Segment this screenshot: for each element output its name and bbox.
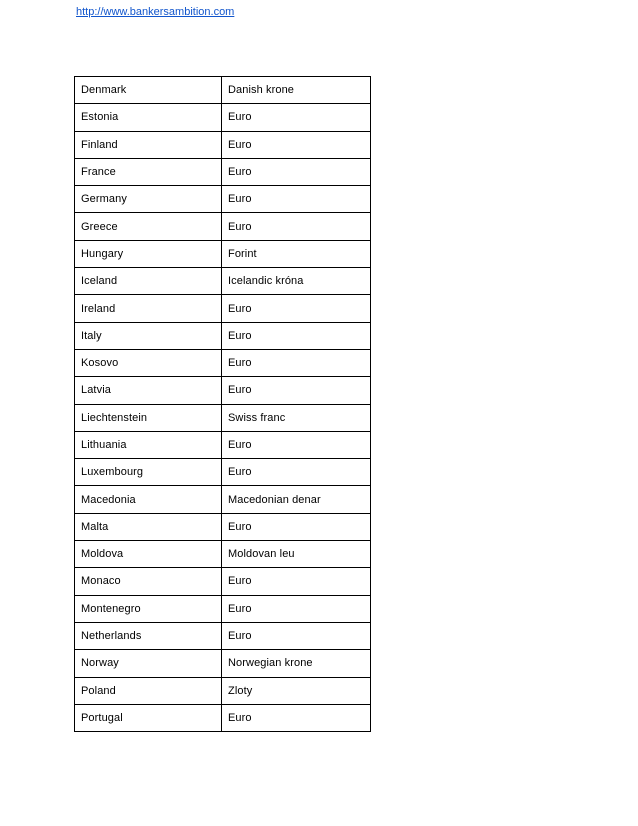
table-row [75,377,371,404]
table-row [75,158,371,185]
country-cell: Estonia [75,104,222,131]
currency-cell: Euro [222,431,371,458]
table-row [75,486,371,513]
table-body [75,77,371,732]
country-cell: Netherlands [75,622,222,649]
country-cell: Poland [75,677,222,704]
currency-cell: Norwegian krone [222,650,371,677]
currency-cell: Euro [222,704,371,731]
table-row [75,677,371,704]
country-cell: Liechtenstein [75,404,222,431]
country-cell: Iceland [75,268,222,295]
table-row [75,431,371,458]
currency-cell: Euro [222,349,371,376]
table-row [75,595,371,622]
currency-cell: Euro [222,213,371,240]
table-row [75,77,371,104]
table-row [75,704,371,731]
currency-cell: Euro [222,568,371,595]
country-cell: Norway [75,650,222,677]
table-row [75,541,371,568]
table-row [75,513,371,540]
currency-cell: Euro [222,622,371,649]
table-row [75,186,371,213]
currency-cell: Swiss franc [222,404,371,431]
country-cell: Ireland [75,295,222,322]
currency-cell: Forint [222,240,371,267]
currency-cell: Icelandic króna [222,268,371,295]
country-cell: France [75,158,222,185]
country-cell: Montenegro [75,595,222,622]
country-cell: Latvia [75,377,222,404]
table-row [75,459,371,486]
currency-cell: Euro [222,513,371,540]
country-cell: Greece [75,213,222,240]
currency-cell: Macedonian denar [222,486,371,513]
country-cell: Lithuania [75,431,222,458]
table-row [75,295,371,322]
currency-cell: Euro [222,377,371,404]
currency-cell: Euro [222,459,371,486]
country-cell: Macedonia [75,486,222,513]
table-row [75,104,371,131]
currency-cell: Euro [222,158,371,185]
table-row [75,622,371,649]
country-cell: Moldova [75,541,222,568]
table-row [75,322,371,349]
table-row [75,131,371,158]
currency-cell: Euro [222,186,371,213]
country-cell: Monaco [75,568,222,595]
country-cell: Malta [75,513,222,540]
table-row [75,650,371,677]
website-link[interactable]: http://www.bankersambition.com [76,6,235,18]
currency-cell: Moldovan leu [222,541,371,568]
currency-cell: Euro [222,595,371,622]
country-cell: Germany [75,186,222,213]
currency-cell: Euro [222,295,371,322]
country-cell: Luxembourg [75,459,222,486]
country-cell: Finland [75,131,222,158]
table-row [75,568,371,595]
country-currency-table [74,76,371,732]
country-cell: Hungary [75,240,222,267]
table-row [75,404,371,431]
table-row [75,240,371,267]
table-row [75,268,371,295]
currency-cell: Euro [222,322,371,349]
country-cell: Italy [75,322,222,349]
currency-cell: Danish krone [222,77,371,104]
country-cell: Denmark [75,77,222,104]
currency-cell: Euro [222,104,371,131]
table-row [75,213,371,240]
country-cell: Portugal [75,704,222,731]
country-cell: Kosovo [75,349,222,376]
currency-cell: Euro [222,131,371,158]
table-row [75,349,371,376]
currency-cell: Zloty [222,677,371,704]
